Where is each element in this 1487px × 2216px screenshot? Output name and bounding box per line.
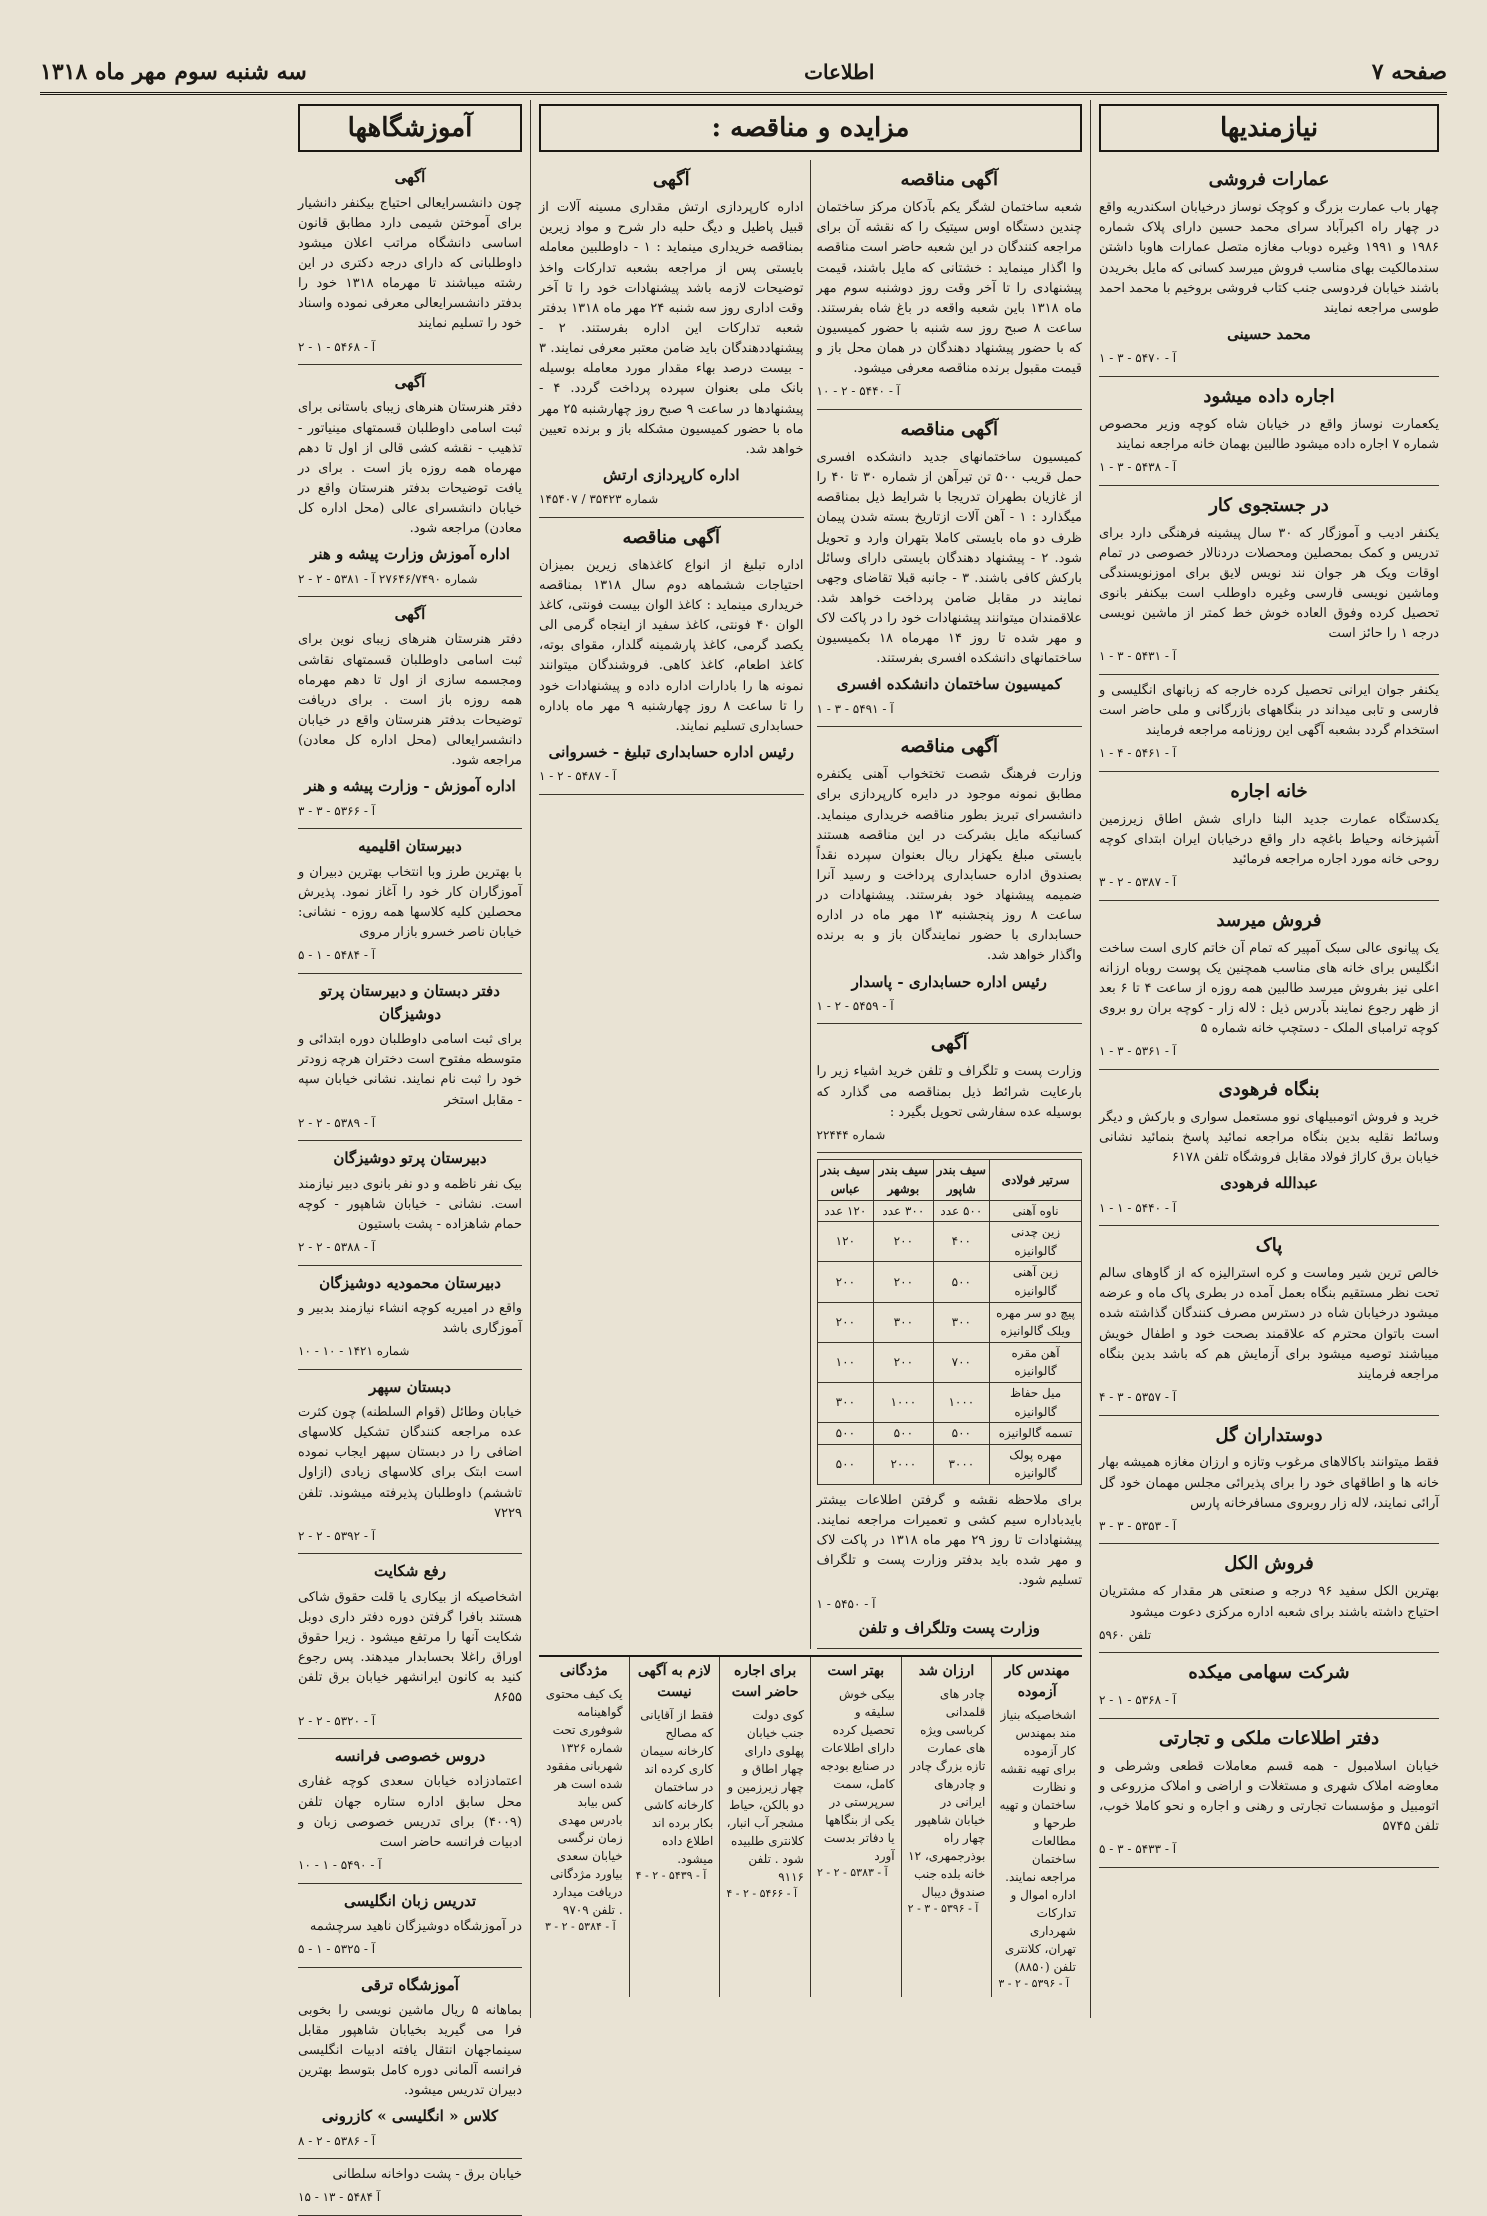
issue-date: سه شنبه سوم مهر ماه ۱۳۱۸ xyxy=(40,59,307,85)
ad-title: آگهی مناقصه xyxy=(900,419,999,441)
mini-ad-body: کوی دولت جنب خیابان پهلوی دارای چهار اطاق و چهار زیرزمین و دو بالکن، حیاط مشجر آب انبار، کلانتری طلبیده شود . تلفن ۹۱۱۶ xyxy=(726,1708,804,1885)
ad-body: خیابان وطائل (قوام السلطنه) چون کثرت عده مراجعه کنندگان تشکیل کلاسهای اضافی را در دبستان سپهر ایجاب نموده است ابتک برای کلاسهای زیادی (ازاول تاششم) داوطلبان پذیرفته میشوند. تلفن ۷۲۲۹ xyxy=(298,1404,522,1521)
mini-ad-body: فقط از آقایانی که مصالح کارخانه سیمان کاری کرده اند در ساختمان کارخانه کاشی بکار برده اند اطلاع داده میشود. xyxy=(640,1708,714,1867)
ad-body: دفتر هنرستان هنرهای زیبای باستانی برای ثبت اسامی داوطلبان قسمتهای مینیاتور - تذهیب - نقشه کشی قالی از اول تا دهم مهرماه همه روزه باز است . برای در یافت توضیحات بدفتر هنرستان واقع در خیابان دانشسرای عالی (محل اداره کل معادن) مراجعه شود. xyxy=(298,400,522,537)
ad-body: برای ثبت اسامی داوطلبان دوره ابتدائی و متوسطه مفتوح است دختران هرچه زودتر خود را ثبت نام نمایند. نشانی خیابان سپه - مقابل استخر xyxy=(298,1032,522,1108)
ad-title: آگهی xyxy=(930,1033,968,1055)
ad-body: یکنفر جوان ایرانی تحصیل کرده خارجه که زبانهای انگلیسی و فارسی و تابی میداند در بنگاههای بازرگانی و ملی حاضر است استخدام گردد بشعبه آگهی این روزنامه مراجعه فرمایند xyxy=(1099,682,1439,739)
ad-title: آگهی xyxy=(394,605,426,624)
ad-title: تدریس زبان انگلیسی xyxy=(343,1891,477,1910)
mini-ad-code: آ - ۵۴۳۹ - ۲ - ۴ xyxy=(635,1869,707,1883)
mini-ad xyxy=(719,1657,810,1997)
ad-title: آگهی xyxy=(394,373,426,392)
ad-item xyxy=(1099,1416,1439,1545)
ad-title: دفتر دبستان و دبیرستان پرتو دوشیزگان xyxy=(320,981,500,1023)
ad-code: آ - ۵۴۳۸ - ۳ - ۱ xyxy=(1099,460,1177,475)
mini-ad-code: آ - ۵۳۸۴ - ۲ - ۳ xyxy=(544,1920,616,1934)
bid-cell: تسمه گالوانیزه xyxy=(990,1423,1082,1445)
ad-code: شماره ۳۵۴۲۳ / ۱۴۵۴۰۷ xyxy=(539,492,659,507)
ad-code: آ - ۵۴۶۸ - ۱ - ۲ xyxy=(298,339,376,354)
ad-body: اداره کارپردازی ارتش مقداری مسینه آلات از قبیل پاطیل و دیگ حلبه دار شرح و مواد زیرین بمناقصه خریداری مینماید : ۱ - داوطلبین معامله بایستی پس از مراجعه بشعبه تدارکات واخذ توضیحات لازمه باشد پیشنهادات خود را تا آخر وقت اداری روز سه شنبه ۲۴ مهر ماه ۱۳۱۸ بدفتر شعبه تدارکات این اداره بفرستند. ۲ - پیشنهاددهندگان باید ضامن معتبر معرفی نمایند. ۳ - بیست درصد بهاء مقدار مورد معامله بوسیله بانک ملی بعنوان سپرده پرداخت گردد. ۴ - پیشنهادها در ساعت ۹ صبح روز چهارشنبه ۲۵ مهر ماه با حضور کمیسیون مشکله باز و برنده تعیین خواهد شد. xyxy=(539,200,804,457)
bid-cell: ۲۰۰ xyxy=(817,1302,874,1342)
ad-title: فروش الکل xyxy=(1224,1553,1314,1575)
bid-cell: زین آهنی گالوانیزه xyxy=(990,1262,1082,1302)
bid-cell: ۵۰۰ xyxy=(817,1423,874,1445)
ad-body: در آموزشگاه دوشیزگان ناهید سرچشمه xyxy=(309,1918,522,1934)
schools-column xyxy=(290,100,530,2205)
mini-ad-body: اشخاصیکه بنیاز مند بمهندس کار آزموده برای تهیه نقشه و نظارت ساختمان و تهیه طرحها و مطالعات ساختمان مراجعه نمایند. اداره اموال و تدارکات شهرداری تهران، کلانتری تلفن (۸۸۵۰) xyxy=(999,1708,1076,1975)
mini-ad-code: آ - ۵۳۹۶ - ۳ - ۲ xyxy=(907,1902,979,1916)
schools-list xyxy=(298,160,522,2216)
ad-code: شماره ۲۷۶۴۶/۷۴۹۰ آ - ۵۳۸۱ - ۲ - ۲ xyxy=(298,571,478,586)
bid-cell: میل حفاظ گالوانیزه xyxy=(990,1382,1082,1422)
bid-cell: ۵۰۰ xyxy=(874,1423,933,1445)
bid-cell: ۲۰۰ xyxy=(874,1262,933,1302)
bid-cell: ۷۰۰ xyxy=(933,1342,990,1382)
bid-cell: ۵۰۰ xyxy=(933,1423,990,1445)
ad-title: آگهی مناقصه xyxy=(900,736,999,758)
ad-title: اجاره داده میشود xyxy=(1203,385,1335,407)
bid-cell: ۵۰۰ عدد xyxy=(933,1200,990,1222)
bid-cell: آهن مقره گالوانیزه xyxy=(990,1342,1082,1382)
ad-code: آ - ۵۳۸۶ - ۲ - ۸ xyxy=(298,2133,376,2148)
ad-item xyxy=(298,1141,522,1265)
ad-code: آ - ۵۳۸۸ - ۲ - ۲ xyxy=(298,1240,376,1255)
ad-body: یک پیانوی عالی سبک آمپیر که تمام آن خاتم کاری است ساخت انگلیس برای خانه های مناسب همچنین یک پوست روباه ارزانه اعلی نیز بفروش میرسد طالبین همه روزه از ساعت ۴ تا ۶ بعد از ظهر رجوع نمایند بآدرس ذیل : لاله زار - کوچه بران رو بروی کوچه ترامبای الملک - دستچپ خانه شماره ۵ xyxy=(1099,940,1439,1037)
bid-header-cell: سرتیر فولادی xyxy=(990,1160,1082,1200)
ad-item xyxy=(298,1884,522,1968)
masthead xyxy=(40,52,1447,95)
ad-code: آ - ۵۴۴۰ - ۱ - ۱ xyxy=(1099,1200,1177,1215)
bid-cell: ۵۰۰ xyxy=(933,1262,990,1302)
mini-ad xyxy=(901,1657,992,1997)
ad-body: وزارت پست و تلگراف و تلفن خرید اشیاء زیر را بارعایت شرائط ذیل بمناقصه می گذارد که بوسیله عده سفارشی تحویل بگیرد : xyxy=(816,1064,1082,1120)
ad-signature: اداره آموزش - وزارت پیشه و هنر xyxy=(304,777,516,796)
bid-row xyxy=(817,1382,1082,1422)
ad-body: کمیسیون ساختمانهای جدید دانشکده افسری حمل قریب ۵۰۰ تن تیرآهن از شماره ۳۰ تا ۴۰ را از غازیان بطهران تدریجا با شرایط ذیل بمناقصه میگذارد : ۱ - آهن آلات ازتاریخ بسته شدن پیمان ظرف دو ماه بایستی کاملا بتهران وارد و تحویل شود. ۲ - پیشنهاد دهندگان بایستی دارای وسائل بارکش کافی باشند. ۳ - جانبه قبلا تقاضای وجهی نمایند در مقابل ضامن پرداخت خواهد شد. علاقمندان میتوانند پیشنهادات خود را در پاکت لاک و مهر شده تا روز ۱۴ مهرماه ۱۸ بکمیسیون ساختمانهای دانشکده افسری بفرستند. xyxy=(816,449,1083,667)
bid-cell: پیچ دو سر مهره ویلک گالوانیزه xyxy=(990,1302,1082,1342)
paper-name: اطلاعات xyxy=(804,60,875,84)
bid-cell: ۳۰۰ xyxy=(817,1382,874,1422)
ad-title: آگهی xyxy=(394,168,426,187)
bid-cell: ۱۰۰ xyxy=(817,1342,874,1382)
ad-item xyxy=(298,1968,522,2160)
bid-row xyxy=(817,1423,1082,1445)
ad-item xyxy=(298,974,522,1142)
bid-row xyxy=(817,1200,1082,1222)
ad-body: شعبه ساختمان لشگر یکم بآدکان مرکز ساختمان چندین دستگاه اوس سیتیک را که نقشه آن برای مراجعه کنندگان در این شعبه حاضر است مناقصه وا اگذار مینماید : خشتانی که مایل باشند، قیمت پیشنهادی را تا آخر وقت روز دوشنبه سوم مهر ماه ۱۳۱۸ باین شعبه واقعه در باغ شاه بفرستند. ساعت ۸ صبح روز سه شنبه با حضور کمیسیون که با حضور پیشنهاد دهندگان در همان محل باز و قیمت مقبول برنده مناقصه معرفی میشود. xyxy=(816,200,1082,377)
ad-title: آگهی مناقصه xyxy=(622,526,721,548)
bid-row xyxy=(817,1342,1082,1382)
bid-header-cell: سیف بندر عباس xyxy=(817,1160,874,1200)
ad-title: شرکت سهامی میکده xyxy=(1188,1662,1350,1684)
ad-body: یکدستگاه عمارت جدید البنا دارای شش اطاق زیرزمین آشپزخانه وحیاط باغچه دار واقع درخیابان ایران ابتدای کوچه روحی خانه مورد اجاره مراجعه فرمائید xyxy=(1099,811,1439,868)
bid-cell: ۲۰۰ xyxy=(874,1222,933,1262)
ad-code: آ - ۵۴۳۳ - ۳ - ۵ xyxy=(1099,1842,1177,1857)
ad-item xyxy=(298,2159,522,2216)
ad-title: رفع شکایت xyxy=(374,1562,446,1581)
ad-code: آ - ۵۴۸۷ - ۲ - ۱ xyxy=(539,769,617,784)
ad-item xyxy=(1099,1544,1439,1653)
ad-code: آ - ۵۳۶۱ - ۳ - ۱ xyxy=(1099,1044,1177,1059)
ad-title: دوستداران گل xyxy=(1215,1424,1323,1446)
ad-title: آموزشگاه ترقی xyxy=(361,1975,459,1994)
ad-item xyxy=(298,1739,522,1883)
bid-cell: ۲۰۰ xyxy=(874,1342,933,1382)
bid-footer-sig: وزارت پست وتلگراف و تلفن xyxy=(858,1619,1040,1638)
ad-title: فروش میرسد xyxy=(1216,909,1322,931)
ad-body: اعتمادزاده خیابان سعدی کوچه غفاری محل سابق اداره ستاره جهان تلفن (۴۰۰۹) برای تدریس خصوصی زبان و ادبیات فرانسه حاضر است xyxy=(298,1774,522,1850)
ad-code: آ - ۵۴۳۱ - ۳ - ۱ xyxy=(1099,649,1177,664)
mini-ad-body: یک کیف محتوی گواهینامه شوفوری تحت شماره ۱۳۲۶ شهربانی مفقود شده است هر کس بیابد بادرس مهدی زمان نرگسی خیابان سعدی بیاورد مژدگانی دریافت میدارد . تلفن ۹۷۰۹ xyxy=(545,1687,623,1918)
mini-ad-title: لازم به آگهی نیست xyxy=(637,1663,712,1701)
mini-ad xyxy=(539,1657,629,1997)
ad-code: آ - ۵۴۶۱ - ۴ - ۱ xyxy=(1099,746,1177,761)
ad-signature: عبدالله فرهودی xyxy=(1220,1174,1318,1193)
bid-header-cell: سیف بندر بوشهر xyxy=(874,1160,933,1200)
bid-cell: ۲۰۰ xyxy=(817,1262,874,1302)
bid-cell: ۱۰۰۰ xyxy=(933,1382,990,1422)
bid-cell: مهره پولک گالوانیزه xyxy=(990,1444,1082,1484)
bid-cell: ناوه آهنی xyxy=(990,1200,1082,1222)
bid-cell: ۱۰۰۰ xyxy=(874,1382,933,1422)
needs-list xyxy=(1099,160,1439,1867)
bid-cell: زین چدنی گالوانیزه xyxy=(990,1222,1082,1262)
auction-a-list xyxy=(817,160,1083,1153)
ad-signature: رئیس اداره حسابداری تبلیغ - خسروانی xyxy=(548,743,794,762)
bid-cell: ۵۰۰ xyxy=(817,1444,874,1484)
mini-ad-code: آ - ۵۳۹۶ - ۲ - ۳ xyxy=(998,1977,1070,1991)
ad-code: آ - ۵۳۸۹ - ۲ - ۲ xyxy=(298,1115,376,1130)
ad-item xyxy=(1099,486,1439,675)
ad-item xyxy=(539,160,804,518)
ad-body: خالص ترین شیر وماست و کره استرالیزه که از گاوهای سالم تحت نظر مستقیم بنگاه بعمل آمده در بطری پاک ماه و عرضه میشود درخیابان شاه در دسترس مصرف کنندگان گذاشته شده است باتوان محترم که علاقمند بصحت خود و اطفال خویش میباشند توصیه میشود برای آزمایش هم که باشد بدین بنگاه مراجعه فرمایند xyxy=(1099,1266,1439,1382)
mini-ad-title: بهتر است xyxy=(827,1663,885,1680)
bid-row xyxy=(817,1302,1082,1342)
ad-code: آ ۵۴۸۴ - ۱۳ - ۱۵ xyxy=(298,2190,381,2205)
ad-code: آ - ۵۴۵۹ - ۲ - ۱ xyxy=(816,998,894,1013)
ad-signature: رئیس اداره حسابداری - پاسدار xyxy=(851,972,1047,991)
auctions-inner xyxy=(539,160,1082,1649)
ad-title: خانه اجاره xyxy=(1230,780,1308,802)
ad-item xyxy=(298,829,522,973)
ad-body: یکنفر ادیب و آموزگار که ۳۰ سال پیشینه فرهنگی دارد برای تدریس و کمک بمحصلین ومحصلات دردنالار خصوصی در تمام اوقات ویک هر جوان نند نویس لایق برای اموزنویسندگی وماشین نویسی فارسی وغیره داوطلب است بیکنفر بانوی تحصیل کرده وفوق العاده خوش خط کمتر از ماشین نویسی درجه ۱ را حائز است xyxy=(1099,525,1439,642)
ad-item xyxy=(1099,1719,1439,1868)
ad-item xyxy=(1099,1226,1439,1415)
ad-code: آ - ۵۳۲۰ - ۲ - ۲ xyxy=(298,1713,376,1728)
bid-footer-text: برای ملاحظه نقشه و گرفتن اطلاعات بیشتر بایدباداره سیم کشی و تعمیرات مراجعه نمایند. پیشنهادات تا روز ۲۹ مهر ماه ۱۳۱۸ در پاکت لاک و مهر شده باید بدفتر وزارت پست و تلگراف تسلیم شود. xyxy=(816,1492,1083,1589)
ad-body: دفتر هنرستان هنرهای زیبای نوین برای ثبت اسامی داوطلبان قسمتهای نقاشی ومجسمه سازی از اول تا دهم مهرماه همه روزه باز است . برای دریافت توضیحات بدفتر هنرستان واقع در خیابان دانشسرایعالی (محل اداره کل معادن) مراجعه شود. xyxy=(298,632,522,769)
bid-table-head xyxy=(817,1160,1082,1200)
ad-code: آ - ۵۳۶۸ - ۱ - ۲ xyxy=(1099,1693,1177,1708)
ad-code: آ - ۵۴۷۰ - ۳ - ۱ xyxy=(1099,351,1177,366)
ad-item xyxy=(817,1024,1083,1153)
ad-item xyxy=(298,160,522,365)
ad-title: پاک xyxy=(1255,1235,1283,1257)
auctions-right xyxy=(811,160,1083,1649)
ad-body: خیابان اسلامبول - همه قسم معاملات قطعی وشرطی و معاوضه املاک شهری و مستغلات و اراضی و املاک مزروعی و اتومبیل و مؤسسات تجارتی و رهنی و اجاره و نحو کاملا خوب، تلفن ۵۷۴۵ xyxy=(1099,1758,1439,1835)
ad-body: یکعمارت نوساز واقع در خیابان شاه کوچه وزیر محصوص شماره ۷ اجاره داده میشود طالبین بهمان خانه مراجعه نمایند xyxy=(1099,416,1439,452)
ad-body: فقط میتوانند باکالاهای مرغوب وتازه و ارزان مغازه همیشه بهار خانه ها و اطاقهای خود را برای پذیرائی مجلس مهمان خود گل آرائی نمایند، لاله زار روبروی مسافرخانه پارس xyxy=(1099,1455,1439,1511)
ad-item xyxy=(298,597,522,829)
mini-ads-grid xyxy=(539,1655,1082,1997)
ad-body: چهار باب عمارت بزرگ و کوچک نوساز درخیابان اسکندریه واقع در چهار راه اکبرآباد سرای محمد حسین دارای پلاک شماره ۱۹۸۶ و ۱۹۹۱ وغیره دوباب مغازه متصل عمارات هاوبا داشتن سندمالکیت بهای مناسب فروش میرسد کسانی که مایل بخریدن باشند خیابان فردوسی جنب کتاب فروشی بروخیم با محمد احمد طوسی مراجعه نمایند xyxy=(1098,200,1439,316)
ad-title: آگهی مناقصه xyxy=(900,169,999,191)
ad-item xyxy=(298,1266,522,1370)
ad-item xyxy=(298,1554,522,1739)
mini-ad-title: مژدگانی xyxy=(559,1663,608,1680)
ad-item xyxy=(1099,1070,1439,1226)
bid-cell: ۳۰۰ xyxy=(874,1302,933,1342)
ad-item xyxy=(298,1370,522,1555)
ad-code: آ - ۵۳۶۶ - ۳ - ۳ xyxy=(298,803,376,818)
mini-ad-code: آ - ۵۳۸۳ - ۲ - ۲ xyxy=(816,1866,888,1880)
ad-code: آ - ۵۴۹۰ - ۱ - ۱۰ xyxy=(298,1857,382,1872)
ad-item xyxy=(1099,772,1439,901)
ad-code: آ - ۵۳۵۳ - ۳ - ۳ xyxy=(1099,1518,1177,1533)
bid-table-body xyxy=(817,1200,1082,1484)
ad-title: دفتر اطلاعات ملکی و تجارتی xyxy=(1158,1727,1380,1749)
bid-row xyxy=(817,1222,1082,1262)
needs-column xyxy=(1090,100,1447,2018)
ad-body: وزارت فرهنگ شصت تختخواب آهنی یکنفره مطابق نمونه موجود در دایره کارپردازی برای دانشسرای تبریز بطور مناقصه خریداری مینماید. کسانیکه مایل بشرکت در این مناقصه هستند بایستی مبلغ یکهزار ریال بعنوان سپرده نقداً بصندوق اداره حسابداری پرداخت و رسید آنرا ضمیمه پیشنهاد خود بفرستند. پیشنهادات در ساعت ۸ روز پنجشنبه ۱۳ مهر ماه در اداره حسابداری با حضور نمایندگان باز و به برنده واگذار خواهد شد. xyxy=(816,767,1083,964)
ad-code: آ - ۵۳۲۵ - ۱ - ۵ xyxy=(298,1941,376,1956)
ad-body: بیک نفر ناظمه و دو نفر بانوی دبیر نیازمند است. نشانی - خیابان شاهپور - کوچه حمام شاهزاده - پشت باستیون xyxy=(298,1176,522,1232)
mini-ad-title: مهندس کار آزموده xyxy=(1004,1663,1070,1701)
bid-cell: ۴۰۰ xyxy=(933,1222,990,1262)
ad-signature: اداره کارپردازی ارتش xyxy=(602,466,740,485)
ad-body: چون دانشسرایعالی احتیاج بیکنفر دانشیار برای آموختن شیمی دارد مطابق قانون اساسی دانشگاه مراتب اعلان میشود داوطلبانی که دارای درجه دکتری در این رشته میباشند تا مهرماه ۱۳۱۸ خود را بدفتر دانشسرایعالی معرفی نموده واسناد خود را تسلیم نمایند xyxy=(298,195,522,332)
ad-item xyxy=(298,365,522,597)
schools-title: آموزشگاهها xyxy=(298,104,522,152)
bid-footer xyxy=(817,1485,1083,1650)
ad-code: آ - ۵۴۴۰ - ۲ - ۱۰ xyxy=(816,384,901,399)
bid-cell: ۲۰۰۰ xyxy=(874,1444,933,1484)
mini-ad xyxy=(991,1657,1082,1997)
ad-signature: کلاس « انگلیسی » کازرونی xyxy=(321,2107,499,2126)
columns xyxy=(40,100,1447,2205)
ad-title: در جستجوی کار xyxy=(1209,494,1329,516)
ad-item xyxy=(1099,160,1439,377)
mini-ad-title: برای اجاره حاضر است xyxy=(731,1663,799,1701)
page-number: صفحه ۷ xyxy=(1371,59,1447,85)
ad-body: خیابان برق - پشت دواخانه سلطانی xyxy=(332,2167,522,2183)
bid-header-cell: سیف بندر شاپور xyxy=(933,1160,990,1200)
ad-body: اشخاصیکه از بیکاری یا قلت حقوق شاکی هستند بافرا گرفتن دوره دفتر داری دوبل شکایت آنها را مرتفع میشود . زیرا حقوق اوراق راغلا بحسابدار میدهند. پس رجوع کنید به کانون ایرانشهر خیابان برق تلفن ۸۶۵۵ xyxy=(298,1589,522,1706)
ad-body: بماهانه ۵ ریال ماشین نویسی را بخوبی فرا می گیرید بخیابان شاهپور مقابل سینماجهان انتقال یافته ادبیات انگلیسی فرانسه آلمانی دوره کامل بتوسط بهترین دبیران تدریس میشود. xyxy=(298,2002,522,2099)
bid-cell: ۳۰۰۰ xyxy=(933,1444,990,1484)
bid-footer-code: آ - ۵۴۵۰ - ۱ xyxy=(816,1596,876,1611)
needs-title: نیازمندیها xyxy=(1099,104,1439,152)
ad-code: شماره ۲۲۴۴۴ xyxy=(816,1127,886,1142)
ad-title: دبیرستان اقلیمیه xyxy=(358,837,462,856)
ad-body: واقع در امیریه کوچه انشاء نیازمند بدبیر و آموزگاری باشد xyxy=(298,1300,522,1336)
bid-table xyxy=(817,1159,1083,1485)
ad-code: تلفن ۵۹۶۰ xyxy=(1099,1627,1152,1642)
ad-title: دروس خصوصی فرانسه xyxy=(334,1747,486,1766)
ad-title: دبیرستان پرتو دوشیزگان xyxy=(333,1149,487,1168)
bid-cell: ۳۰۰ xyxy=(933,1302,990,1342)
bid-row xyxy=(817,1262,1082,1302)
ad-item xyxy=(539,518,804,795)
bid-cell: ۱۲۰ xyxy=(817,1222,874,1262)
ad-title: دبستان سپهر xyxy=(369,1377,451,1396)
ad-item xyxy=(1099,901,1439,1070)
ad-body: اداره تبلیغ از انواع کاغذهای زیرین بمیزان احتیاجات ششماهه دوم سال ۱۳۱۸ بمناقصه خریداری مینماید : کاغذ الوان بیست فونتی، کاغذ الوان ۴۰ فونتی، کاغذ سفید از اینجاه گرمی الی یکصد گرمی، کاغذ پارشمینه گلدار، مقوای بوته، کاغذ اطعام، کاغذ کاهی. فروشندگان میتوانند نمونه ها را بادارات اداره داده و پیشنهادات خود را تا ساعت ۸ روز چهارشنبه ۹ مهر ماه باداره حسابداری تسلیم نمایند. xyxy=(539,557,804,734)
ad-body: خرید و فروش اتومبیلهای نوو مستعمل سواری و بارکش و دیگر وسائط نقلیه بدین بنگاه مراجعه نمائید پاسخ بنمائید نشانی خیابان برق کاراژ فولاد مقابل فروشگاه تلفن ۶۱۷۸ xyxy=(1099,1109,1439,1166)
auctions-column xyxy=(530,100,1090,2018)
ad-item xyxy=(1099,1653,1439,1718)
bid-row xyxy=(817,1444,1082,1484)
ad-code: آ - ۵۳۸۷ - ۲ - ۳ xyxy=(1099,875,1177,890)
ad-signature: محمد حسینی xyxy=(1227,325,1311,344)
ad-code: آ - ۵۴۹۱ - ۳ - ۱ xyxy=(816,701,894,716)
ad-code: آ - ۵۴۸۴ - ۱ - ۵ xyxy=(298,948,376,963)
ad-code: شماره ۱۴۲۱ - ۱۰ - ۱۰ xyxy=(298,1344,410,1359)
mini-ad xyxy=(810,1657,901,1997)
mini-ad-title: ارزان شد xyxy=(918,1663,975,1680)
mini-ad-body: چادر های قلمدانی کرباسی ویژه های عمارت تازه بزرگ چادر و چادرهای ایرانی در خیابان شاهپور چهار راه بوذرجمهری، ۱۲ خانه بلده جنب صندوق دیبال xyxy=(908,1687,986,1900)
bid-cell: ۱۲۰ عدد xyxy=(817,1200,874,1222)
ad-signature: اداره آموزش وزارت پیشه و هنر xyxy=(310,545,510,564)
ad-body: با بهترین طرز وبا انتخاب بهترین دبیران و آموزگاران کار خود را آغاز نمود. پذیرش محصلین کلیه کلاسها همه روزه - نشانی: خیابان ناصر خسرو بازار مروی xyxy=(298,864,522,940)
ad-item xyxy=(817,160,1083,410)
ad-item xyxy=(1099,675,1439,772)
auctions-left xyxy=(539,160,811,1649)
ad-item xyxy=(817,727,1083,1024)
auction-b-list xyxy=(539,160,804,795)
ad-body: بهترین الکل سفید ۹۶ درجه و صنعتی هر مقدار که مشتریان احتیاج داشته باشند برای شعبه اداره مرکزی دعوت میشود xyxy=(1099,1584,1439,1620)
ad-code: آ - ۵۳۹۲ - ۲ - ۲ xyxy=(298,1528,376,1543)
auctions-title: مزایده و مناقصه : xyxy=(539,104,1082,152)
ad-code: آ - ۵۳۵۷ - ۳ - ۴ xyxy=(1099,1389,1177,1404)
mini-ad-code: آ - ۵۴۶۶ - ۲ - ۴ xyxy=(726,1887,798,1901)
ad-item xyxy=(1099,377,1439,486)
mini-ad xyxy=(629,1657,720,1997)
ad-title: عمارات فروشی xyxy=(1208,169,1330,191)
mini-ad-body: بیکی خوش سلیقه و تحصیل کرده دارای اطلاعات در صنایع بودجه کامل، سمت سرپرستی در یکی از بنگاهها یا دفاتر بدست آورد xyxy=(819,1687,895,1864)
ad-title: دبیرستان محمودیه دوشیزگان xyxy=(319,1273,501,1292)
ad-item xyxy=(817,410,1083,727)
bid-cell: ۳۰۰ عدد xyxy=(874,1200,933,1222)
ad-title: آگهی xyxy=(652,169,690,191)
ad-signature: کمیسیون ساختمان دانشکده افسری xyxy=(836,675,1062,694)
ad-title: بنگاه فرهودی xyxy=(1218,1079,1320,1101)
